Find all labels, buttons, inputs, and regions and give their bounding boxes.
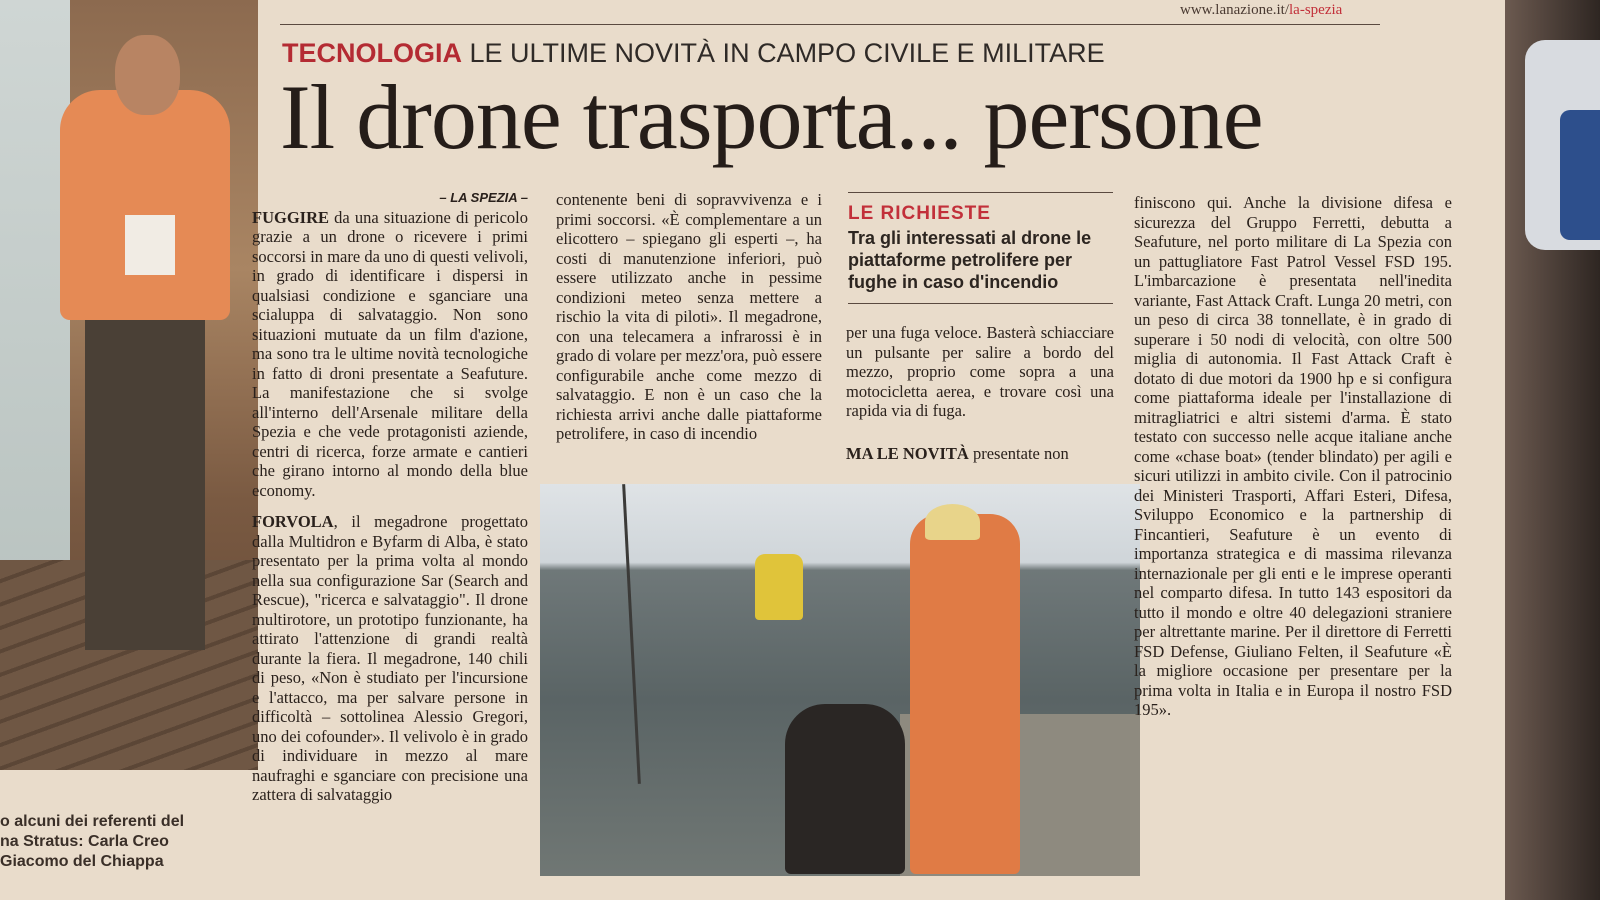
top-rule (280, 24, 1380, 25)
site-section: la-spezia (1289, 2, 1343, 18)
box-text: Tra gli interessati al drone le piattaforme petrolifere per fughe in caso d'incendio (848, 228, 1092, 292)
box-rule (848, 303, 1113, 304)
article-column-2: contenente beni di sopravvivenza e i primi soccorsi. «È complementare a un elicottero – spiegano gli esperti –, ha costi di manutenzione inferiori, può essere utilizzato anche in pessime condizioni meteo senza mettere a rischio la vita di piloti». Il megadrone, con una telecamera a infrarossi è in grado di volare per mezz'ora, può essere configurabile anche come mezzo di salvataggio. E non è un caso che la richiesta arrivi anche dalle piattaforme petrolifere, in caso di incendio (556, 190, 822, 443)
kicker-text: LE ULTIME NOVITÀ IN CAMPO CIVILE E MILITARE (469, 38, 1105, 68)
paragraph-lead: FORVOLA (252, 512, 334, 531)
paragraph-text: da una situazione di pericolo grazie a un drone o ricevere i primi soccorsi in mare da uno di questi velivoli, in grado di identificare i dispersi in qualsiasi condizione e sganciare una scialuppa di salvataggio. Non sono situazioni mutuate da un film d'azione, ma sono tra le ultime novità tecnologiche in fatto di droni presentate a Seafuture. La manifestazione che si svolge all'interno dell'Arsenale militare della Spezia e che vede protagonisti aziende, centri di ricerca, forze armate e cantieri che girano intorno al mondo della blue economy. (252, 207, 528, 500)
paragraph-lead: FUGGIRE (252, 207, 330, 227)
headline: Il drone trasporta... persone (280, 66, 1263, 168)
photo-diver (785, 704, 905, 874)
background-object-label (1560, 110, 1600, 240)
article-column-4: finiscono qui. Anche la divisione difesa e sicurezza del Gruppo Ferretti, debutta a Seafuture, nel porto militare di La Spezia con un pattugliatore Fast Patrol Vessel FSD 195. L'imbarcazione è presentata nell'inedita variante, Fast Attack Craft. Lunga 20 metri, con un peso di circa 38 tonnellate, è in grado di superare i 50 nodi di velocità, con oltre 500 miglia di autonomia. Il Fast Attack Craft è dotato di due motori da 1900 hp e si configura come piattaforma ideale per l'installazione di mitragliatrici e altri sistemi d'arma. È stato testato con successo nelle acque italiane anche come «chase boat» (tender blindato) per agili e sicuri utilizzi in ambito civile. Con il patrocinio dei Ministeri Trasporti, Affari Esteri, Difesa, Sviluppo Economico e la partnership di Fincantieri, Seafuture è un evento di importanza strategica e di massima rilevanza internazionale per gli enti e le imprese operanti nel comparto difesa. In tutto 143 espositori da tutto il mondo e oltre 40 delegazioni straniere per altrettante marine. Per il direttore di Ferretti FSD Defense, Giuliano Felten, il Seafuture «È la migliore occasione per presentare per la prima volta in Italia e in Europa il nostro FSD 195». (1134, 193, 1452, 719)
left-photo-caption (0, 812, 250, 872)
article-column-3: per una fuga veloce. Basterà schiacciare un pulsante per salire a bordo del mezzo, proprio come sopra a una motocicletta aerea, e trovare così una rapida via di fuga. (846, 323, 1114, 420)
caption-line: o alcuni dei referenti del (0, 813, 185, 830)
paragraph-text: presentate non (968, 444, 1069, 463)
left-photo (0, 0, 258, 770)
photo-worker (910, 514, 1020, 874)
photo-person (60, 40, 230, 650)
site-url[interactable] (1180, 2, 1342, 19)
kicker-section: TECNOLOGIA (282, 38, 462, 68)
sea-photo (540, 484, 1140, 876)
buoy (755, 554, 803, 620)
paragraph-text: , il megadrone progettato dalla Multidron e Byfarm di Alba, è stato presentato per la prima volta al mondo nella sua configurazione Sar (Search and Rescue), "ricerca e salvataggio". Il drone multirotore, un prototipo funzionante, ha attirato l'attenzione di grandi realtà durante la fiera. Il megadrone, 140 chili di peso, «Non è studiato per l'incursione e l'attacco, ma per salvare persone in difficoltà – sottolinea Alessio Gregori, uno dei cofounder». Il velivolo è in grado di individuare in mezzo al mare naufraghi e sganciare con precisione una zattera di salvataggio (252, 512, 528, 804)
dateline: – LA SPEZIA – (439, 190, 528, 205)
caption-line: Giacomo del Chiappa (0, 853, 164, 870)
paragraph-lead: MA LE NOVITÀ (846, 444, 969, 463)
caption-line: na Stratus: Carla Creo (0, 833, 169, 850)
highlight-box (848, 192, 1113, 304)
box-label: LE RICHIESTE (848, 203, 991, 224)
box-rule (848, 192, 1113, 193)
subhead-paragraph (846, 444, 1114, 464)
article-column-1 (252, 188, 528, 805)
site-domain: www.lanazione.it/ (1180, 2, 1289, 18)
